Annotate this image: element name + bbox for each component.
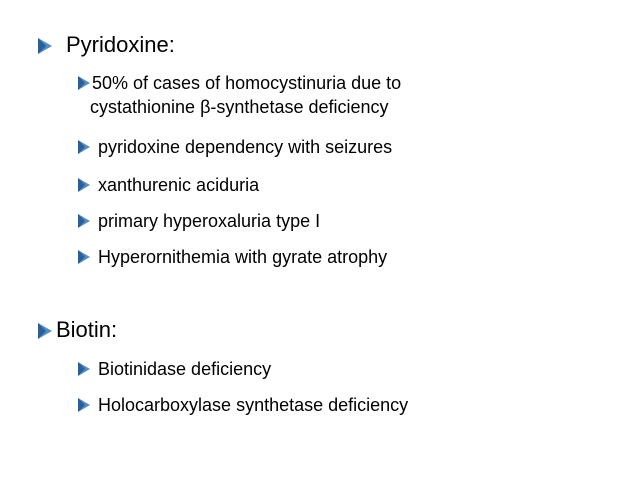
list-item-text: cystathionine β-synthetase deficiency bbox=[90, 97, 389, 117]
list-item bbox=[78, 358, 271, 380]
section-heading-biotin bbox=[38, 317, 117, 343]
arrow-bullet-icon bbox=[78, 398, 90, 412]
list-item-text: primary hyperoxaluria type I bbox=[98, 211, 321, 231]
arrow-bullet-icon bbox=[78, 140, 90, 154]
list-item bbox=[78, 210, 320, 232]
list-item-text: xanthurenic aciduria bbox=[98, 175, 260, 195]
arrow-bullet-icon bbox=[78, 362, 90, 376]
arrow-bullet-icon bbox=[78, 178, 90, 192]
list-item bbox=[78, 72, 401, 94]
list-item-text: Hyperornithemia with gyrate atrophy bbox=[98, 247, 388, 267]
section-heading-pyridoxine bbox=[38, 32, 175, 58]
arrow-bullet-icon bbox=[38, 38, 52, 54]
list-item-text: pyridoxine dependency with seizures bbox=[98, 137, 393, 157]
arrow-bullet-icon bbox=[78, 214, 90, 228]
list-item bbox=[78, 394, 408, 416]
list-item bbox=[78, 174, 259, 196]
list-item bbox=[78, 246, 387, 268]
list-item-text: Holocarboxylase synthetase deficiency bbox=[98, 395, 409, 415]
list-item-continuation bbox=[90, 96, 389, 118]
arrow-bullet-icon bbox=[38, 323, 52, 339]
heading-text: Pyridoxine: bbox=[66, 32, 175, 57]
list-item-text: 50% of cases of homocystinuria due to bbox=[92, 73, 402, 93]
list-item bbox=[78, 136, 392, 158]
list-item-text: Biotinidase deficiency bbox=[98, 359, 272, 379]
heading-text: Biotin: bbox=[56, 317, 118, 342]
arrow-bullet-icon bbox=[78, 250, 90, 264]
arrow-bullet-icon bbox=[78, 76, 90, 90]
